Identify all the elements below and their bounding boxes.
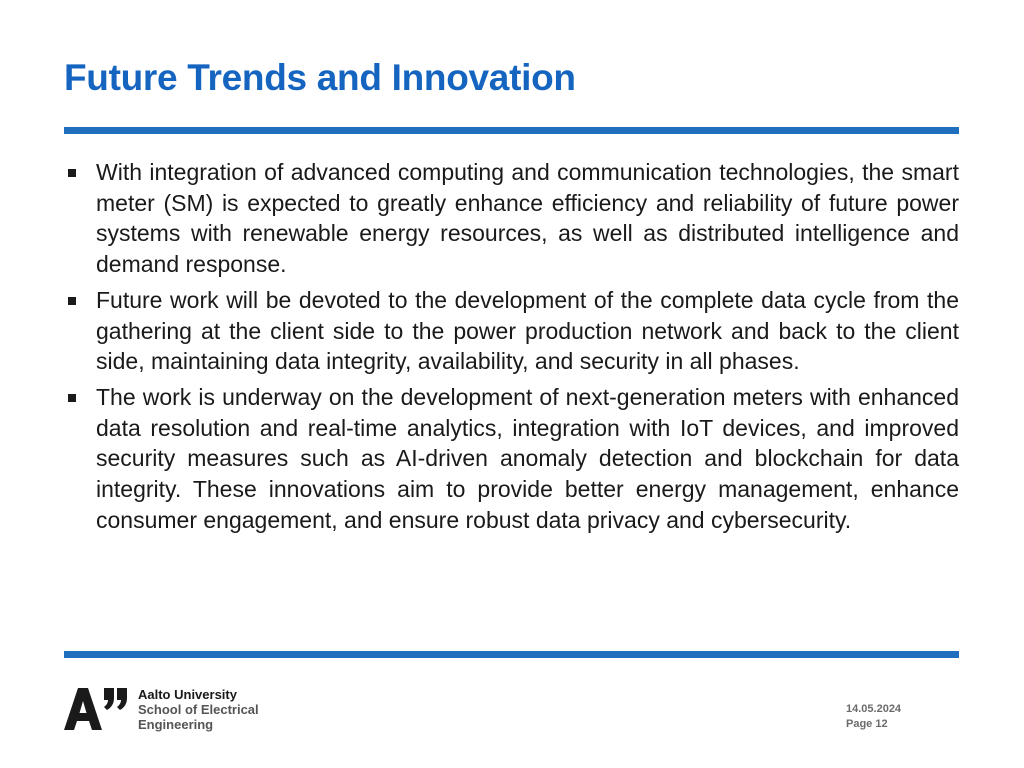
bullet-item-3 (64, 382, 959, 536)
square-bullet-icon (68, 394, 76, 402)
bullet-item-2 (64, 285, 959, 377)
page-number: Page 12 (846, 718, 888, 730)
header-divider (64, 127, 959, 134)
bullet-text-1: With integration of advanced computing and communication technologies, the smart meter (SM) is expected to greatly enhance efficiency and reliability of future power systems with renewable energy resources, as well as distributed intelligence and demand response. (96, 159, 959, 278)
square-bullet-icon (68, 297, 76, 305)
footer-meta (846, 702, 901, 732)
square-bullet-icon (68, 169, 76, 177)
slide-date: 14.05.2024 (846, 703, 902, 715)
university-name: Aalto University (138, 686, 237, 702)
bullet-text-3: The work is underway on the development of next-generation meters with enhanced data resolution and real-time analytics, integration with IoT devices, and improved security measures such as AI-driven anomaly detection and blockchain for data integrity. These innovations aim to provide better energy management, enhance consumer engagement, and ensure robust data privacy and cybersecurity. (96, 383, 959, 533)
bullet-item-1 (64, 157, 959, 280)
slide-title: Future Trends and Innovation (64, 57, 576, 98)
logo-text (138, 687, 259, 732)
bullet-text-2: Future work will be devoted to the development of the complete data cycle from the gathering at the client side to the power production network and back to the client side, maintaining data integrity, availability, and security in all phases. (96, 286, 959, 375)
footer-divider (64, 651, 959, 658)
bullet-list (64, 157, 959, 540)
school-name: School of Electrical (138, 701, 259, 717)
aalto-a-mark-icon (64, 688, 128, 730)
aalto-logo (64, 688, 259, 730)
school-name-line2: Engineering (138, 716, 214, 732)
